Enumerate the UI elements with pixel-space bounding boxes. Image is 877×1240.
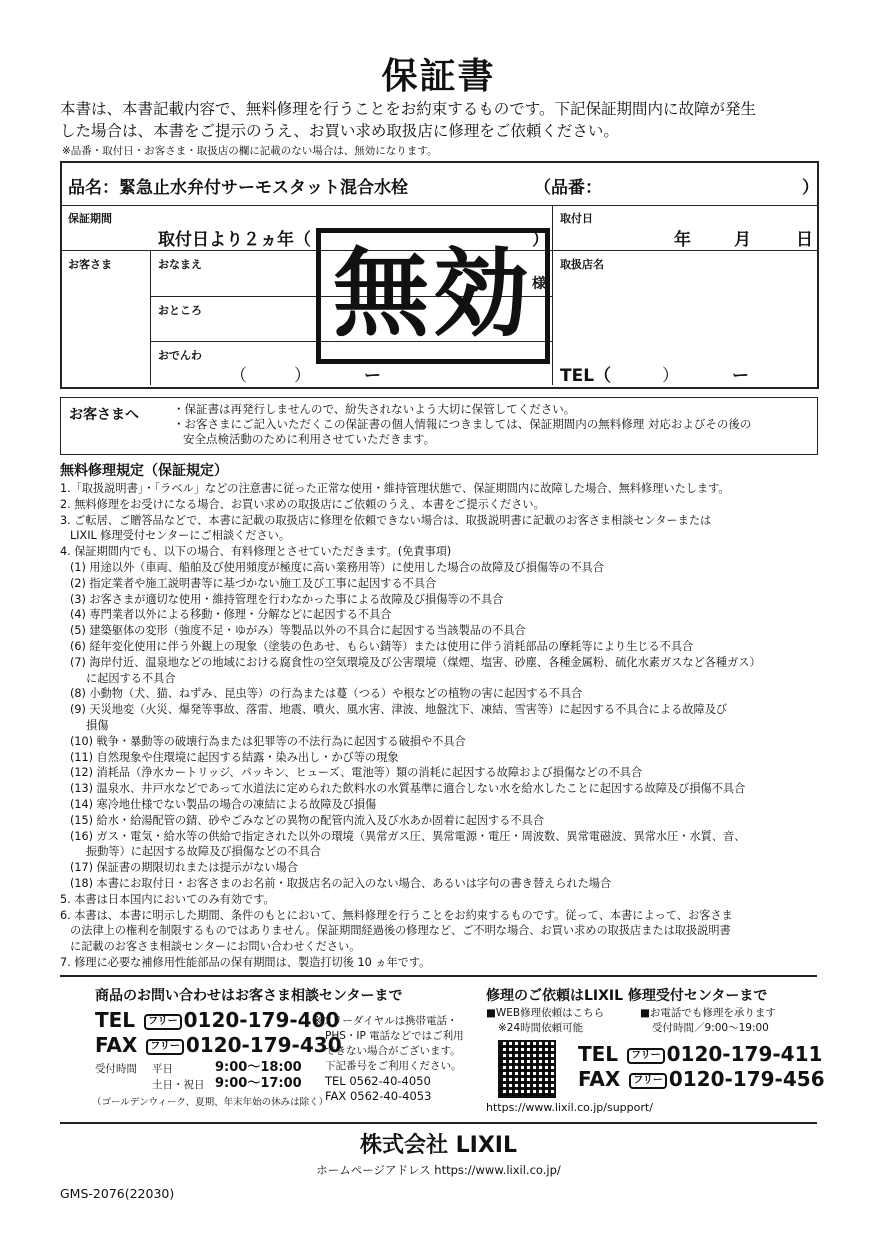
rules-list (60, 481, 830, 971)
free-dial-icon: フリー (144, 1014, 182, 1030)
invalid-note: ※品番・取付日・お客さま・取扱店の欄に記載のない場合は、無効になります。 (62, 145, 438, 157)
rule-line: に記載のお客さま相談センターにお問い合わせください。 (70, 940, 361, 954)
rule-line: 2. 無料修理をお受けになる場合、お買い求めの取扱店にご依頼のうえ、本書をご提示ください。 (60, 497, 545, 511)
rule-line: (5) 建築躯体の変形（強度不足・ゆがみ）等製品以外の不具合に起因する当該製品の不具合 (70, 624, 526, 638)
warranty-period-label: 保証期間 (68, 212, 112, 225)
customer-phone-dash: ー (364, 366, 381, 386)
footer-divider-top (60, 975, 817, 977)
repair-fax-number: 0120-179-456 (668, 1067, 825, 1091)
web-repair-note: ■WEB修理依頼はこちら ※24時間依頼可能 (486, 1007, 605, 1034)
rule-line: (4) 専門業者以外による移動・修理・分解などに起因する不具合 (70, 608, 392, 622)
weekday-label: 平日 (152, 1063, 173, 1075)
rule-line: (8) 小動物（犬、猫、ねずみ、昆虫等）の行為または蔓（つる）や根などの植物の害に起因する不具合 (70, 687, 583, 701)
free-dial-icon: フリー (146, 1039, 184, 1055)
customer-phone-label: おでんわ (158, 349, 202, 362)
rule-line: (17) 保証書の期限切れまたは提示がない場合 (70, 861, 298, 875)
free-dial-icon: フリー (627, 1048, 665, 1064)
hours-label: 受付時間 (95, 1063, 137, 1075)
customer-fax (95, 1033, 342, 1057)
install-month: 月 (734, 230, 751, 250)
intro-line-1: 本書は、本書記載内容で、無料修理を行うことをお約束するものです。下記保証期間内に故障が発生 (60, 100, 756, 118)
rule-line: 1.「取扱説明書」・「ラベル」などの注意書に従った正常な使用・維持管理状態で、保証期間内に故障した場合、無料修理いたします。 (60, 482, 730, 495)
repair-fax-label: FAX (578, 1067, 621, 1091)
dealer-tel-label: TEL（ (560, 366, 612, 386)
rule-line: (2) 指定業者や施工説明書等に基づかない施工及び工事に起因する不具合 (70, 576, 437, 590)
free-dial-icon: フリー (629, 1073, 667, 1089)
repair-tel-label: TEL (578, 1042, 619, 1066)
rule-line: 4. 保証期間内でも、以下の場合、有料修理とさせていただきます。(免責事項) (60, 545, 452, 559)
rule-line: の法律上の権利を制限するものではありません。保証期間経過後の修理など、ご不明な場合、お買い求めの取扱店または取扱説明書 (70, 924, 731, 938)
rule-line: (18) 本書にお取付日・お客さまのお名前・取扱店名の記入のない場合、あるいは字句の書き替えられた場合 (70, 876, 612, 890)
weekend-label: 土日・祝日 (152, 1079, 205, 1091)
customer-name-label: おなまえ (158, 258, 202, 271)
intro-line-2: した場合は、本書をご提示のうえ、お買い求め取扱店に修理をご依頼ください。 (60, 122, 619, 140)
free-dial-note: ※フリーダイヤルは携帯電話・ PHS・IP 電話などではご利用 できない場合がございます。 下記番号をご利用ください。 TEL 0562-40-4050 FAX 0562-40-4053 (313, 1015, 464, 1103)
rule-line: (6) 経年変化使用に伴う外観上の現象（塗装の色あせ、もらい錆等）または使用に伴う消耗部品の摩耗等により生じる不具合 (70, 639, 694, 653)
customer-phone-open: （ (230, 366, 247, 386)
notice-line-1: ・保証書は再発行しませんので、紛失されないよう大切に保管してください。 (173, 402, 576, 416)
install-date-label: 取付日 (560, 212, 593, 225)
rule-line: 損傷 (86, 718, 109, 732)
company-name: 株式会社 LIXIL (359, 1133, 518, 1158)
weekend-hours: 9:00〜17:00 (215, 1076, 302, 1091)
customer-tel-label: TEL (95, 1008, 136, 1032)
rule-line: 6. 本書は、本書に明示した期間、条件のもとにおいて、無料修理を行うことをお約束するものです。従って、本書によって、お客さま (60, 908, 733, 922)
rule-line: (9) 天災地変（火災、爆発等事故、落雷、地震、噴火、風水害、津波、地盤沈下、凍結、雪害等）に起因する不具合による故障及び (70, 703, 728, 717)
rule-line: (3) お客さまが適切な使用・維持管理を行わなかった事による故障及び損傷等の不具合 (70, 592, 504, 606)
page-title: 保証書 (381, 56, 496, 97)
notice-title: お客さまへ (69, 407, 139, 423)
dealer-tel-close: ） (662, 366, 679, 386)
rule-line: (7) 海岸付近、温泉地などの地域における腐食性の空気環境及び公害環境（煤煙、塩害、砂塵、各種金属粉、硫化水素ガスなど各種ガス） (70, 655, 761, 669)
rule-line: 3. ご転居、ご贈答品などで、本書に記載の取扱店に修理を依頼できない場合は、取扱説明書に記載のお客さま相談センターまたは (60, 513, 712, 527)
phone-repair-note: ■お電話でも修理を承ります 受付時間／9:00〜19:00 (640, 1007, 776, 1034)
product-code-label: （品番： (534, 178, 602, 198)
customer-notice (60, 397, 818, 455)
customer-fax-label: FAX (95, 1033, 138, 1057)
customer-tel (95, 1008, 339, 1032)
support-url-link[interactable]: https://www.lixil.co.jp/support/ (486, 1101, 653, 1114)
rule-line: (13) 温泉水、井戸水などであって水道法に定められた飲料水の水質基準に適合しない水を給水したことに起因する故障及び損傷不具合 (70, 782, 746, 796)
warranty-period-value: 取付日より２ヵ年（ (158, 230, 311, 250)
notice-text (173, 402, 813, 447)
rule-line: 振動等）に起因する故障及び損傷などの不具合 (86, 845, 321, 859)
holiday-note: （ゴールデンウィーク、夏期、年末年始の休みは除く） (92, 1097, 329, 1108)
install-year: 年 (674, 230, 691, 250)
invalid-stamp-text: 無効 (333, 238, 533, 350)
rule-line: (16) ガス・電気・給水等の供給で指定された以外の環境（異常ガス圧、異常電源・電圧・周波数、異常電磁波、異常水圧・水質、音、 (70, 829, 746, 843)
customer-tel-number: 0120-179-400 (183, 1008, 340, 1032)
rule-line: (11) 自然現象や住環境に起因する結露・染み出し・かび等の現象 (70, 750, 399, 764)
product-name: 品名：緊急止水弁付サーモスタット混合水栓 (68, 178, 408, 198)
customer-address-label: おところ (158, 304, 202, 317)
rule-line: (1) 用途以外（車両、船舶及び使用頻度が極度に高い業務用等）に使用した場合の故障及び損傷等の不具合 (70, 560, 605, 574)
weekday-hours: 9:00〜18:00 (215, 1060, 302, 1075)
install-day: 日 (796, 230, 813, 250)
repair-fax (578, 1067, 825, 1091)
rule-line: (12) 消耗品（浄水カートリッジ、パッキン、ヒューズ、電池等）類の消耗に起因する故障および損傷などの不具合 (70, 766, 643, 780)
dealer-name-label: 取扱店名 (560, 258, 604, 271)
rule-line: (15) 給水・給湯配管の錆、砂やごみなどの異物の配管内流入及び水あか固着に起因する不具合 (70, 813, 545, 827)
rule-line: (10) 戦争・暴動等の破壊行為または犯罪等の不法行為に起因する破損や不具合 (70, 734, 466, 748)
rule-line: LIXIL 修理受付センターにご相談ください。 (70, 529, 291, 543)
customer-sama: 様 (532, 276, 546, 292)
homepage-address[interactable]: ホームページアドレス https://www.lixil.co.jp/ (316, 1163, 561, 1177)
rule-line: 5. 本書は日本国内においてのみ有効です。 (60, 892, 275, 906)
rule-line: 7. 修理に必要な補修用性能部品の保有期間は、製造打切後 10 ヵ年です。 (60, 955, 431, 969)
intro-text (60, 98, 830, 142)
rule-line: (14) 寒冷地仕様でない製品の場合の凍結による故障及び損傷 (70, 797, 377, 811)
qr-code-icon[interactable] (498, 1040, 556, 1098)
customer-center-title: 商品のお問い合わせはお客さま相談センターまで (95, 988, 403, 1004)
repair-tel (578, 1042, 822, 1066)
document-code: GMS-2076(22030) (60, 1186, 175, 1201)
rules-title: 無料修理規定（保証規定） (60, 463, 228, 479)
customer-fax-number: 0120-179-430 (185, 1033, 342, 1057)
product-code-close: ） (802, 178, 819, 198)
dealer-tel-dash: ー (732, 366, 749, 386)
customer-phone-close: ） (294, 366, 311, 386)
notice-line-2: ・お客さまにご記入いただくこの保証書の個人情報につきましては、保証期間内の無料修理 対応およびその後の (173, 417, 752, 431)
warranty-period-close: ） (532, 230, 549, 250)
repair-center-title: 修理のご依頼はLIXIL 修理受付センターまで (486, 988, 768, 1004)
customer-label: お客さま (68, 258, 112, 271)
footer-divider-bottom (60, 1122, 817, 1124)
invalid-stamp (316, 228, 550, 364)
repair-tel-number: 0120-179-411 (666, 1042, 823, 1066)
notice-line-3: 安全点検活動のために利用させていただきます。 (183, 432, 436, 446)
rule-line: に起因する不具合 (86, 671, 176, 685)
